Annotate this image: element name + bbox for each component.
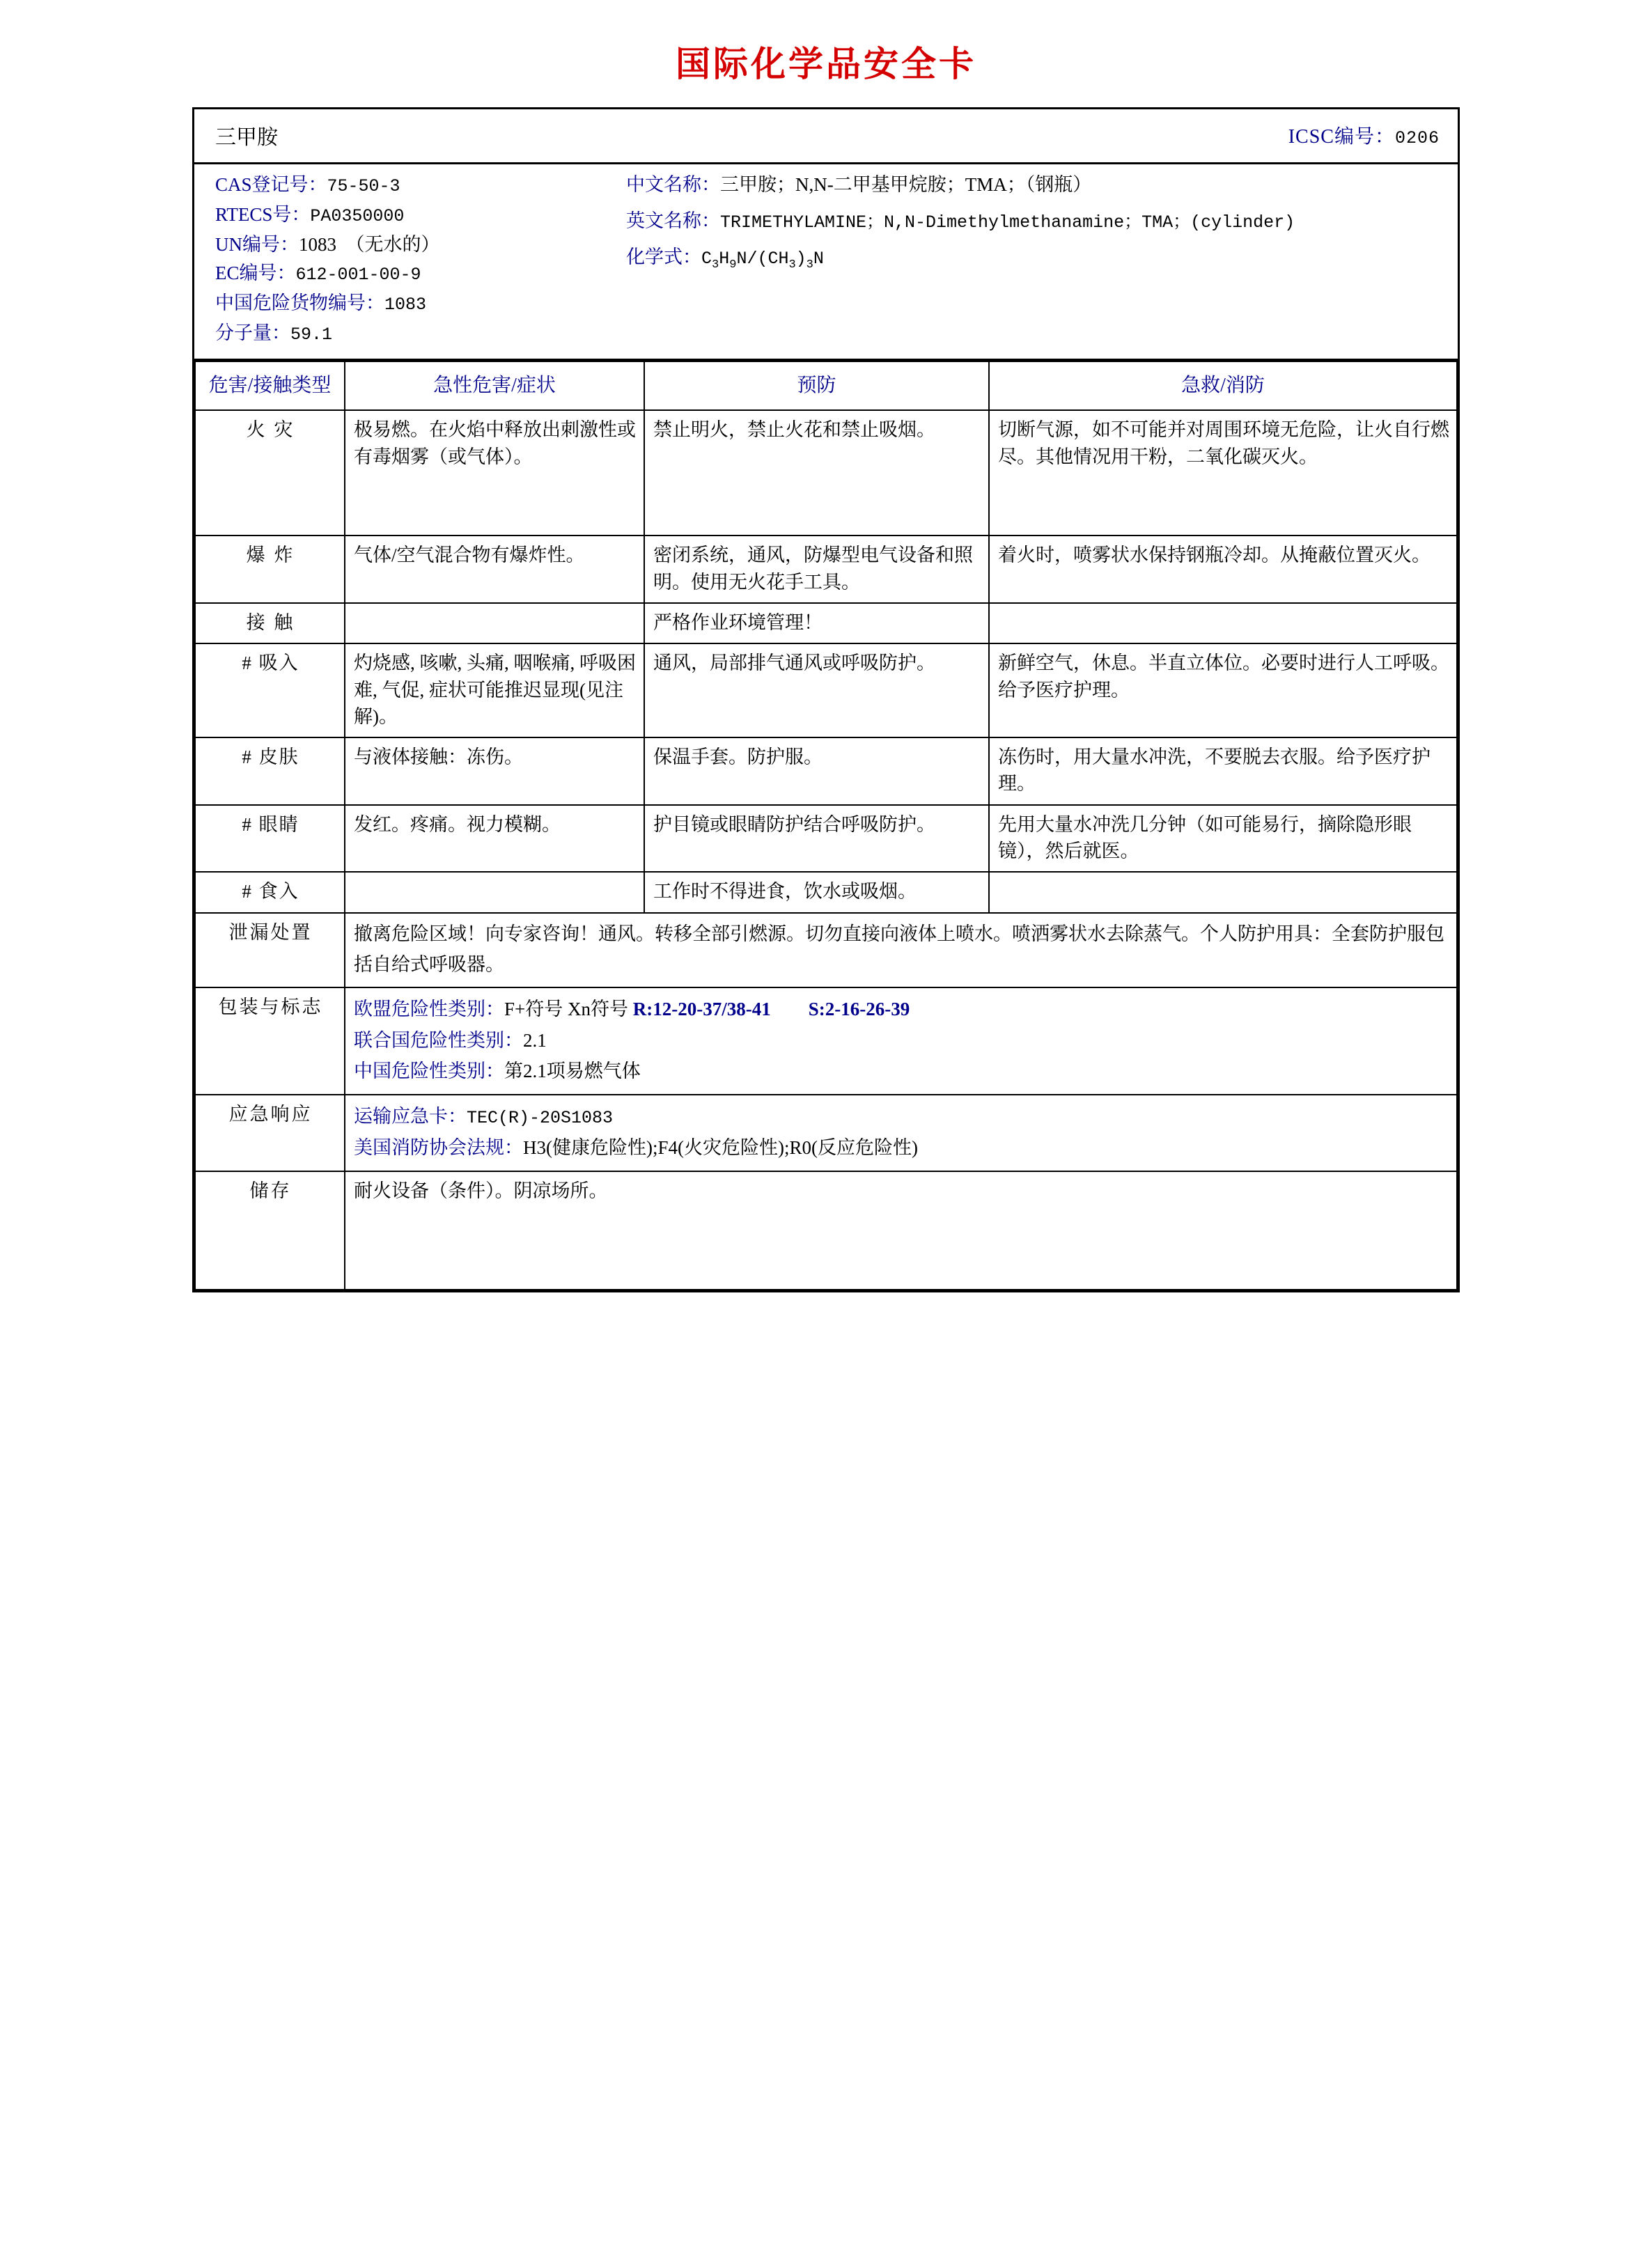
name-english-label: 英文名称： (626, 210, 720, 231)
table-row (195, 737, 1457, 805)
table-row (195, 536, 1457, 603)
identifier-rtecs-label: RTECS号： (215, 203, 311, 225)
row-label-spill: 泄漏处置 (195, 913, 345, 987)
table-row (195, 410, 1457, 536)
identifier-cas-value: 75-50-3 (327, 176, 400, 196)
explosion-acute: 气体/空气混合物有爆炸性。 (345, 536, 644, 603)
name-chinese (626, 171, 1440, 199)
ingestion-acute (345, 872, 644, 912)
hazards-table (194, 361, 1458, 1290)
packaging-eu-symbols: F+符号 Xn符号 (504, 999, 633, 1020)
storage-text: 耐火设备（条件）。阴凉场所。 (345, 1171, 1457, 1290)
inhalation-firstaid: 新鲜空气，休息。半直立体位。必要时进行人工呼吸。给予医疗护理。 (989, 643, 1457, 737)
row-label-fire: 火 灾 (195, 410, 345, 536)
ingestion-prevention: 工作时不得进食，饮水或吸烟。 (644, 872, 989, 912)
fire-acute: 极易燃。在火焰中释放出刺激性或有毒烟雾（或气体）。 (345, 410, 644, 536)
skin-firstaid: 冻伤时，用大量水冲洗，不要脱去衣服。给予医疗护理。 (989, 737, 1457, 805)
identifier-mw-label: 分子量： (215, 322, 290, 343)
emergency-nfpa-value: H3(健康危险性);F4(火灾危险性);R0(反应危险性) (523, 1137, 918, 1159)
eyes-prevention: 护目镜或眼睛防护结合呼吸防护。 (644, 805, 989, 873)
identifier-cas-label: CAS登记号： (215, 174, 327, 195)
chemical-formula-label: 化学式： (626, 247, 701, 268)
identifier-rtecs-value: PA0350000 (310, 205, 405, 226)
row-label-explosion: 爆 炸 (195, 536, 345, 603)
row-label-eyes: # 眼睛 (195, 805, 345, 873)
fire-firstaid: 切断气源，如不可能并对周围环境无危险，让火自行燃尽。其他情况用干粉，二氧化碳灭火。 (989, 410, 1457, 536)
explosion-prevention: 密闭系统，通风，防爆型电气设备和照明。使用无火花手工具。 (644, 536, 989, 603)
row-label-inhalation: # 吸入 (195, 643, 345, 737)
emergency-tec-value: TEC(R)-20S1083 (467, 1107, 614, 1128)
identifier-ec (215, 260, 626, 288)
identifier-molecular-weight (215, 320, 626, 348)
identifier-rtecs (215, 201, 626, 230)
identifier-cn-dangerous-goods (215, 290, 626, 318)
row-label-emergency: 应急响应 (195, 1095, 345, 1171)
packaging-un-value: 2.1 (523, 1029, 547, 1051)
header-prevention: 预防 (644, 361, 989, 410)
skin-prevention: 保温手套。防护服。 (644, 737, 989, 805)
identifier-cn-label: 中国危险货物编号： (215, 292, 384, 313)
header-first-aid: 急救/消防 (989, 361, 1457, 410)
identifier-un (215, 231, 626, 259)
emergency-nfpa-label: 美国消防协会法规： (354, 1137, 523, 1159)
table-row-emergency (195, 1095, 1457, 1171)
name-chinese-value: 三甲胺；N,N-二甲基甲烷胺；TMA；（钢瓶） (720, 174, 1092, 195)
table-row-spill (195, 913, 1457, 987)
table-row (195, 643, 1457, 737)
row-label-storage: 储存 (195, 1171, 345, 1290)
icsc-number: 0206 (1394, 128, 1440, 148)
packaging-eu-label: 欧盟危险性类别： (354, 999, 504, 1020)
name-english-value: TRIMETHYLAMINE；N,N-Dimethylmethanamine；TMA；(cylinder) (720, 212, 1295, 233)
packaging-eu-gap (771, 999, 809, 1019)
identifier-cas (215, 171, 626, 200)
page (0, 36, 1652, 2259)
name-english (626, 208, 1440, 236)
page-title: 国际化学品安全卡 (676, 45, 976, 84)
packaging-un (354, 1025, 1449, 1056)
identifiers-section (194, 164, 1458, 361)
packaging-cn-value: 第2.1项易燃气体 (504, 1061, 641, 1082)
table-row (195, 805, 1457, 873)
name-chinese-label: 中文名称： (626, 174, 720, 195)
packaging-cn-label: 中国危险性类别： (354, 1061, 504, 1082)
row-label-exposure: 接 触 (195, 603, 345, 643)
eyes-firstaid: 先用大量水冲洗几分钟（如可能易行，摘除隐形眼镜），然后就医。 (989, 805, 1457, 873)
inhalation-acute: 灼烧感, 咳嗽, 头痛, 咽喉痛, 呼吸困难, 气促, 症状可能推迟显现(见注解)。 (345, 643, 644, 737)
card-header (194, 109, 1458, 164)
chemical-formula-value: $C_3H_9N/(CH_3)_3N$ (701, 249, 824, 272)
identifier-cn-value: 1083 (384, 294, 427, 315)
eyes-acute: 发红。疼痛。视力模糊。 (345, 805, 644, 873)
safety-card (192, 107, 1460, 1292)
table-row-storage (195, 1171, 1457, 1290)
chemical-formula (626, 244, 1440, 274)
identifier-ec-value: 612-001-00-9 (295, 265, 421, 286)
packaging-eu (354, 994, 1449, 1025)
row-label-packaging: 包装与标志 (195, 987, 345, 1095)
exposure-prevention: 严格作业环境管理！ (644, 603, 989, 643)
emergency-tec (354, 1101, 1449, 1132)
header-hazard-type: 危害/接触类型 (195, 361, 345, 410)
table-row (195, 872, 1457, 912)
packaging-un-label: 联合国危险性类别： (354, 1029, 523, 1051)
emergency-nfpa (354, 1132, 1449, 1164)
substance-name: 三甲胺 (215, 126, 278, 149)
identifier-un-value: 1083 （无水的） (299, 233, 440, 255)
row-label-skin: # 皮肤 (195, 737, 345, 805)
packaging-cn (354, 1056, 1449, 1087)
header-acute-hazards: 急性危害/症状 (345, 361, 644, 410)
identifier-mw-value: 59.1 (290, 324, 333, 345)
explosion-firstaid: 着火时，喷雾状水保持钢瓶冷却。从掩蔽位置灭火。 (989, 536, 1457, 603)
packaging-eu-sphrases: S:2-16-26-39 (808, 999, 910, 1020)
identifiers-right (626, 171, 1458, 349)
identifier-ec-label: EC编号： (215, 263, 296, 284)
table-row-packaging (195, 987, 1457, 1095)
row-label-ingestion: # 食入 (195, 872, 345, 912)
inhalation-prevention: 通风，局部排气通风或呼吸防护。 (644, 643, 989, 737)
spill-text: 撤离危险区域！向专家咨询！通风。转移全部引燃源。切勿直接向液体上喷水。喷洒雾状水去除蒸气。个人防护用具：全套防护服包括自给式呼吸器。 (345, 913, 1457, 987)
table-row (195, 603, 1457, 643)
emergency-cell (345, 1095, 1457, 1171)
table-header-row (195, 361, 1457, 410)
packaging-cell (345, 987, 1457, 1095)
emergency-tec-label: 运输应急卡： (354, 1105, 467, 1127)
ingestion-firstaid (989, 872, 1457, 912)
exposure-firstaid (989, 603, 1457, 643)
skin-acute: 与液体接触：冻伤。 (345, 737, 644, 805)
packaging-eu-rphrases: R:12-20-37/38-41 (632, 999, 771, 1020)
icsc-number-group (1288, 121, 1440, 149)
identifier-un-label: UN编号： (215, 233, 299, 255)
identifiers-left (194, 171, 626, 349)
fire-prevention: 禁止明火，禁止火花和禁止吸烟。 (644, 410, 989, 536)
exposure-acute (345, 603, 644, 643)
icsc-label: ICSC编号： (1288, 126, 1395, 148)
